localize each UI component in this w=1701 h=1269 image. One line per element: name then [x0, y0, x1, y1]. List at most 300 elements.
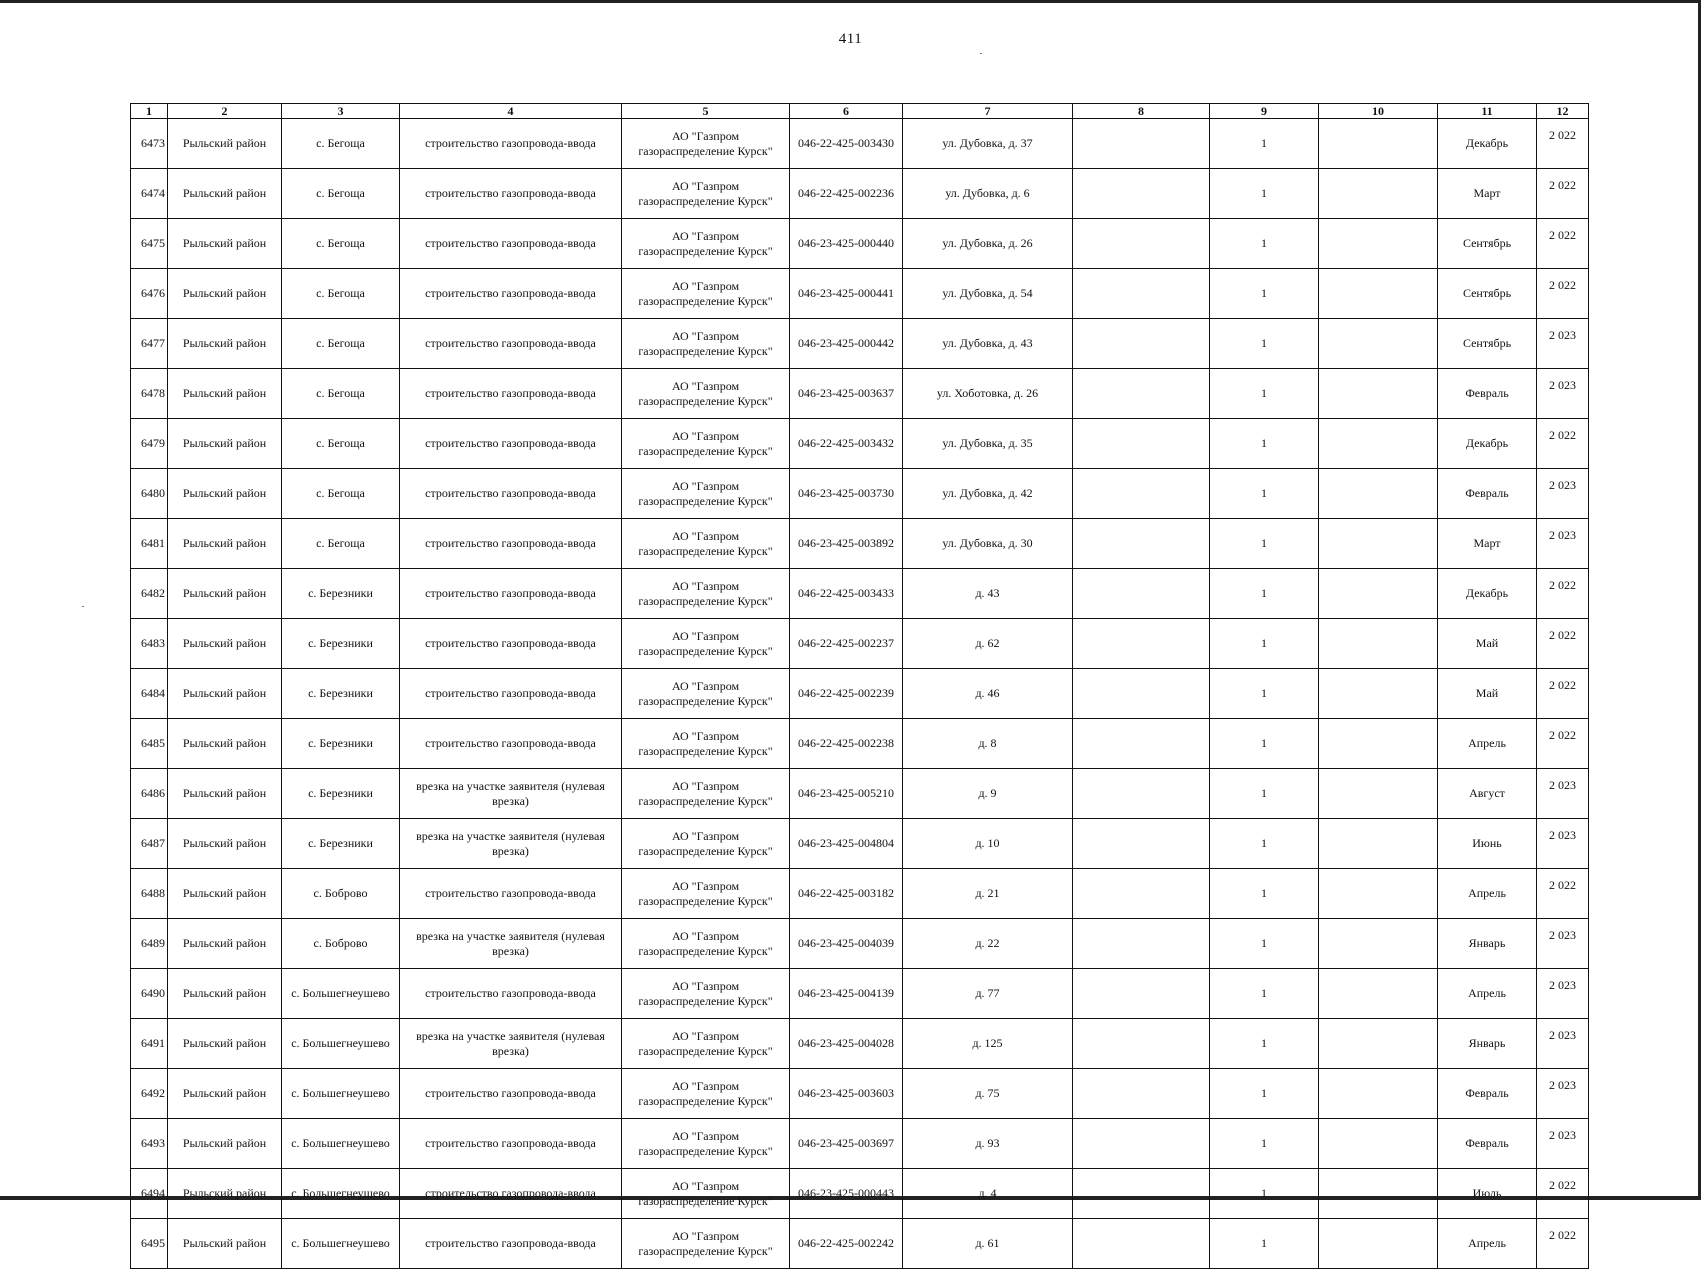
settlement-cell: с. Боброво [282, 919, 400, 969]
column-10-cell [1319, 219, 1438, 269]
row-number: 6491 [131, 1019, 168, 1069]
organization-cell [622, 419, 790, 469]
application-code-cell: 046-22-425-002242 [790, 1219, 903, 1269]
column-8-cell [1073, 669, 1210, 719]
district-cell: Рыльский район [168, 1069, 282, 1119]
organization-line-1: АО "Газпром [671, 1028, 740, 1043]
work-type-cell: строительство газопровода-ввода [400, 969, 622, 1019]
table-row [131, 869, 1589, 919]
district-cell: Рыльский район [168, 969, 282, 1019]
column-8-cell [1073, 1069, 1210, 1119]
column-10-cell [1319, 569, 1438, 619]
quantity-cell: 1 [1210, 219, 1319, 269]
organization-cell [622, 519, 790, 569]
quantity-cell: 1 [1210, 419, 1319, 469]
organization-cell [622, 269, 790, 319]
application-code-cell: 046-22-425-002237 [790, 619, 903, 669]
scan-border-top [0, 0, 1701, 3]
application-code-cell: 046-23-425-003892 [790, 519, 903, 569]
organization-line-2: газораспределение Курск" [638, 843, 773, 858]
table-row [131, 419, 1589, 469]
address-cell: ул. Дубовка, д. 42 [903, 469, 1073, 519]
organization-line-2: газораспределение Курск" [638, 443, 773, 458]
district-cell: Рыльский район [168, 719, 282, 769]
year-cell: 2 022 [1537, 219, 1589, 269]
settlement-cell: с. Бегоща [282, 519, 400, 569]
year-cell: 2 022 [1537, 419, 1589, 469]
application-code-cell: 046-23-425-004039 [790, 919, 903, 969]
address-cell: д. 93 [903, 1119, 1073, 1169]
table-row [131, 569, 1589, 619]
month-cell: Февраль [1438, 1119, 1537, 1169]
month-cell: Март [1438, 169, 1537, 219]
year-cell: 2 023 [1537, 919, 1589, 969]
settlement-cell: с. Бегоща [282, 419, 400, 469]
organization-line-2: газораспределение Курск" [638, 1243, 773, 1258]
district-cell: Рыльский район [168, 769, 282, 819]
month-cell: Апрель [1438, 969, 1537, 1019]
row-number: 6494 [131, 1169, 168, 1219]
organization-cell [622, 1119, 790, 1169]
organization-line-2: газораспределение Курск" [638, 543, 773, 558]
table-row [131, 219, 1589, 269]
year-cell: 2 023 [1537, 469, 1589, 519]
organization-line-2: газораспределение Курск" [638, 1043, 773, 1058]
table-row [131, 769, 1589, 819]
district-cell: Рыльский район [168, 869, 282, 919]
quantity-cell: 1 [1210, 1019, 1319, 1069]
organization-line-1: АО "Газпром [671, 878, 740, 893]
column-8-cell [1073, 519, 1210, 569]
organization-cell [622, 369, 790, 419]
settlement-cell: с. Бегоща [282, 469, 400, 519]
application-code-cell: 046-23-425-004804 [790, 819, 903, 869]
quantity-cell: 1 [1210, 619, 1319, 669]
month-cell: Февраль [1438, 369, 1537, 419]
year-cell: 2 022 [1537, 119, 1589, 169]
row-number: 6492 [131, 1069, 168, 1119]
quantity-cell: 1 [1210, 169, 1319, 219]
quantity-cell: 1 [1210, 1119, 1319, 1169]
month-cell: Сентябрь [1438, 269, 1537, 319]
work-type-cell: строительство газопровода-ввода [400, 119, 622, 169]
column-8-cell [1073, 1169, 1210, 1219]
settlement-cell: с. Большегнеушево [282, 1169, 400, 1219]
settlement-cell: с. Бегоща [282, 319, 400, 369]
district-cell: Рыльский район [168, 119, 282, 169]
month-cell: Май [1438, 619, 1537, 669]
organization-line-1: АО "Газпром [671, 928, 740, 943]
application-code-cell: 046-23-425-000441 [790, 269, 903, 319]
address-cell: ул. Дубовка, д. 26 [903, 219, 1073, 269]
organization-line-2: газораспределение Курск" [638, 143, 773, 158]
column-header-5: 5 [622, 104, 790, 119]
month-cell: Сентябрь [1438, 219, 1537, 269]
settlement-cell: с. Бегоща [282, 269, 400, 319]
quantity-cell: 1 [1210, 369, 1319, 419]
year-cell: 2 023 [1537, 769, 1589, 819]
column-10-cell [1319, 619, 1438, 669]
organization-line-1: АО "Газпром [671, 1178, 740, 1193]
year-cell: 2 022 [1537, 669, 1589, 719]
table-row [131, 619, 1589, 669]
year-cell: 2 023 [1537, 1019, 1589, 1069]
column-header-8: 8 [1073, 104, 1210, 119]
application-code-cell: 046-22-425-002238 [790, 719, 903, 769]
table-row [131, 1019, 1589, 1069]
application-code-cell: 046-23-425-004139 [790, 969, 903, 1019]
column-8-cell [1073, 569, 1210, 619]
organization-line-2: газораспределение Курск" [638, 243, 773, 258]
application-code-cell: 046-22-425-002239 [790, 669, 903, 719]
settlement-cell: с. Березники [282, 769, 400, 819]
application-code-cell: 046-23-425-000442 [790, 319, 903, 369]
column-header-9: 9 [1210, 104, 1319, 119]
settlement-cell: с. Бегоща [282, 119, 400, 169]
organization-line-2: газораспределение Курск" [638, 943, 773, 958]
month-cell: Январь [1438, 1019, 1537, 1069]
row-number: 6484 [131, 669, 168, 719]
quantity-cell: 1 [1210, 1169, 1319, 1219]
work-type-cell: строительство газопровода-ввода [400, 269, 622, 319]
settlement-cell: с. Большегнеушево [282, 969, 400, 1019]
address-cell: д. 9 [903, 769, 1073, 819]
column-10-cell [1319, 819, 1438, 869]
district-cell: Рыльский район [168, 419, 282, 469]
organization-line-2: газораспределение Курск" [638, 793, 773, 808]
column-8-cell [1073, 719, 1210, 769]
settlement-cell: с. Березники [282, 819, 400, 869]
year-cell: 2 023 [1537, 969, 1589, 1019]
work-type-cell: строительство газопровода-ввода [400, 519, 622, 569]
row-number: 6473 [131, 119, 168, 169]
quantity-cell: 1 [1210, 569, 1319, 619]
column-10-cell [1319, 169, 1438, 219]
organization-cell [622, 569, 790, 619]
work-type-cell: строительство газопровода-ввода [400, 1169, 622, 1219]
organization-cell [622, 1019, 790, 1069]
organization-cell [622, 769, 790, 819]
month-cell: Декабрь [1438, 119, 1537, 169]
organization-cell [622, 469, 790, 519]
month-cell: Август [1438, 769, 1537, 819]
application-code-cell: 046-23-425-003603 [790, 1069, 903, 1119]
column-8-cell [1073, 269, 1210, 319]
organization-cell [622, 669, 790, 719]
quantity-cell: 1 [1210, 719, 1319, 769]
month-cell: Апрель [1438, 1219, 1537, 1269]
column-header-4: 4 [400, 104, 622, 119]
year-cell: 2 022 [1537, 169, 1589, 219]
row-number: 6487 [131, 819, 168, 869]
work-type-cell: врезка на участке заявителя (нулевая врезка) [400, 1019, 622, 1069]
register-table [130, 103, 1589, 1269]
application-code-cell: 046-23-425-000443 [790, 1169, 903, 1219]
table-row [131, 969, 1589, 1019]
column-8-cell [1073, 819, 1210, 869]
column-10-cell [1319, 419, 1438, 469]
year-cell: 2 022 [1537, 569, 1589, 619]
quantity-cell: 1 [1210, 969, 1319, 1019]
row-number: 6480 [131, 469, 168, 519]
settlement-cell: с. Бегоща [282, 369, 400, 419]
organization-cell [622, 1219, 790, 1269]
settlement-cell: с. Большегнеушево [282, 1019, 400, 1069]
organization-cell [622, 319, 790, 369]
address-cell: ул. Дубовка, д. 43 [903, 319, 1073, 369]
year-cell: 2 023 [1537, 369, 1589, 419]
table-row [131, 1119, 1589, 1169]
column-10-cell [1319, 1169, 1438, 1219]
column-8-cell [1073, 469, 1210, 519]
work-type-cell: врезка на участке заявителя (нулевая врезка) [400, 819, 622, 869]
column-8-cell [1073, 119, 1210, 169]
column-8-cell [1073, 169, 1210, 219]
header-row [131, 104, 1589, 119]
district-cell: Рыльский район [168, 469, 282, 519]
address-cell: ул. Дубовка, д. 54 [903, 269, 1073, 319]
work-type-cell: строительство газопровода-ввода [400, 1069, 622, 1119]
column-10-cell [1319, 369, 1438, 419]
table-row [131, 169, 1589, 219]
year-cell: 2 023 [1537, 819, 1589, 869]
row-number: 6481 [131, 519, 168, 569]
organization-line-2: газораспределение Курск" [638, 193, 773, 208]
quantity-cell: 1 [1210, 469, 1319, 519]
table-body [131, 119, 1589, 1269]
organization-line-1: АО "Газпром [671, 228, 740, 243]
row-number: 6486 [131, 769, 168, 819]
year-cell: 2 023 [1537, 1119, 1589, 1169]
organization-line-1: АО "Газпром [671, 678, 740, 693]
column-10-cell [1319, 119, 1438, 169]
column-10-cell [1319, 319, 1438, 369]
column-8-cell [1073, 1219, 1210, 1269]
column-10-cell [1319, 1069, 1438, 1119]
organization-cell [622, 969, 790, 1019]
work-type-cell: строительство газопровода-ввода [400, 869, 622, 919]
address-cell: д. 4 [903, 1169, 1073, 1219]
row-number: 6485 [131, 719, 168, 769]
column-10-cell [1319, 969, 1438, 1019]
column-8-cell [1073, 1119, 1210, 1169]
column-header-6: 6 [790, 104, 903, 119]
month-cell: Декабрь [1438, 569, 1537, 619]
quantity-cell: 1 [1210, 269, 1319, 319]
column-8-cell [1073, 969, 1210, 1019]
row-number: 6482 [131, 569, 168, 619]
row-number: 6477 [131, 319, 168, 369]
organization-cell [622, 719, 790, 769]
column-10-cell [1319, 719, 1438, 769]
month-cell: Февраль [1438, 469, 1537, 519]
quantity-cell: 1 [1210, 319, 1319, 369]
table-row [131, 269, 1589, 319]
district-cell: Рыльский район [168, 269, 282, 319]
settlement-cell: с. Большегнеушево [282, 1069, 400, 1119]
work-type-cell: строительство газопровода-ввода [400, 1119, 622, 1169]
column-header-7: 7 [903, 104, 1073, 119]
work-type-cell: строительство газопровода-ввода [400, 319, 622, 369]
organization-line-1: АО "Газпром [671, 728, 740, 743]
column-8-cell [1073, 919, 1210, 969]
address-cell: ул. Хоботовка, д. 26 [903, 369, 1073, 419]
month-cell: Апрель [1438, 719, 1537, 769]
work-type-cell: строительство газопровода-ввода [400, 469, 622, 519]
address-cell: д. 125 [903, 1019, 1073, 1069]
district-cell: Рыльский район [168, 1219, 282, 1269]
settlement-cell: с. Большегнеушево [282, 1119, 400, 1169]
address-cell: д. 43 [903, 569, 1073, 619]
year-cell: 2 022 [1537, 869, 1589, 919]
row-number: 6493 [131, 1119, 168, 1169]
district-cell: Рыльский район [168, 1119, 282, 1169]
scan-speck [82, 606, 84, 607]
quantity-cell: 1 [1210, 1219, 1319, 1269]
district-cell: Рыльский район [168, 819, 282, 869]
year-cell: 2 022 [1537, 1169, 1589, 1219]
organization-cell [622, 219, 790, 269]
column-8-cell [1073, 219, 1210, 269]
column-10-cell [1319, 269, 1438, 319]
settlement-cell: с. Бегоща [282, 169, 400, 219]
row-number: 6495 [131, 1219, 168, 1269]
month-cell: Июнь [1438, 819, 1537, 869]
year-cell: 2 022 [1537, 1219, 1589, 1269]
column-10-cell [1319, 919, 1438, 969]
organization-cell [622, 919, 790, 969]
settlement-cell: с. Бегоща [282, 219, 400, 269]
district-cell: Рыльский район [168, 619, 282, 669]
table-row [131, 1069, 1589, 1119]
column-10-cell [1319, 1019, 1438, 1069]
table-row [131, 519, 1589, 569]
address-cell: ул. Дубовка, д. 37 [903, 119, 1073, 169]
column-8-cell [1073, 619, 1210, 669]
row-number: 6476 [131, 269, 168, 319]
application-code-cell: 046-23-425-000440 [790, 219, 903, 269]
application-code-cell: 046-22-425-002236 [790, 169, 903, 219]
address-cell: д. 22 [903, 919, 1073, 969]
row-number: 6488 [131, 869, 168, 919]
organization-line-1: АО "Газпром [671, 578, 740, 593]
column-10-cell [1319, 669, 1438, 719]
month-cell: Март [1438, 519, 1537, 569]
table-row [131, 819, 1589, 869]
row-number: 6478 [131, 369, 168, 419]
organization-line-1: АО "Газпром [671, 278, 740, 293]
organization-line-2: газораспределение Курск" [638, 343, 773, 358]
organization-cell [622, 1169, 790, 1219]
month-cell: Январь [1438, 919, 1537, 969]
organization-line-2: газораспределение Курск" [638, 1143, 773, 1158]
address-cell: д. 21 [903, 869, 1073, 919]
address-cell: д. 10 [903, 819, 1073, 869]
address-cell: ул. Дубовка, д. 35 [903, 419, 1073, 469]
row-number: 6490 [131, 969, 168, 1019]
organization-line-2: газораспределение Курск" [638, 1093, 773, 1108]
district-cell: Рыльский район [168, 219, 282, 269]
organization-line-2: газораспределение Курск" [638, 293, 773, 308]
settlement-cell: с. Боброво [282, 869, 400, 919]
organization-line-2: газораспределение Курск" [638, 593, 773, 608]
column-10-cell [1319, 1119, 1438, 1169]
district-cell: Рыльский район [168, 569, 282, 619]
table-row [131, 919, 1589, 969]
organization-line-1: АО "Газпром [671, 328, 740, 343]
district-cell: Рыльский район [168, 669, 282, 719]
table-row [131, 119, 1589, 169]
row-number: 6489 [131, 919, 168, 969]
organization-line-1: АО "Газпром [671, 128, 740, 143]
table-row [131, 719, 1589, 769]
quantity-cell: 1 [1210, 869, 1319, 919]
table-row [131, 469, 1589, 519]
month-cell: Сентябрь [1438, 319, 1537, 369]
organization-line-1: АО "Газпром [671, 428, 740, 443]
page-number: 411 [838, 31, 863, 47]
organization-line-1: АО "Газпром [671, 978, 740, 993]
month-cell: Декабрь [1438, 419, 1537, 469]
district-cell: Рыльский район [168, 1019, 282, 1069]
column-10-cell [1319, 469, 1438, 519]
address-cell: д. 77 [903, 969, 1073, 1019]
column-10-cell [1319, 519, 1438, 569]
month-cell: Май [1438, 669, 1537, 719]
organization-line-1: АО "Газпром [671, 378, 740, 393]
work-type-cell: строительство газопровода-ввода [400, 619, 622, 669]
application-code-cell: 046-23-425-003697 [790, 1119, 903, 1169]
work-type-cell: строительство газопровода-ввода [400, 369, 622, 419]
column-8-cell [1073, 769, 1210, 819]
quantity-cell: 1 [1210, 119, 1319, 169]
column-header-3: 3 [282, 104, 400, 119]
organization-line-1: АО "Газпром [671, 1228, 740, 1243]
organization-line-2: газораспределение Курск" [638, 693, 773, 708]
column-header-10: 10 [1319, 104, 1438, 119]
column-header-2: 2 [168, 104, 282, 119]
month-cell: Февраль [1438, 1069, 1537, 1119]
work-type-cell: врезка на участке заявителя (нулевая врезка) [400, 919, 622, 969]
address-cell: д. 62 [903, 619, 1073, 669]
work-type-cell: строительство газопровода-ввода [400, 669, 622, 719]
column-8-cell [1073, 369, 1210, 419]
address-cell: д. 75 [903, 1069, 1073, 1119]
district-cell: Рыльский район [168, 1169, 282, 1219]
column-8-cell [1073, 419, 1210, 469]
work-type-cell: строительство газопровода-ввода [400, 219, 622, 269]
work-type-cell: строительство газопровода-ввода [400, 719, 622, 769]
quantity-cell: 1 [1210, 919, 1319, 969]
organization-line-2: газораспределение Курск" [638, 893, 773, 908]
year-cell: 2 023 [1537, 519, 1589, 569]
row-number: 6483 [131, 619, 168, 669]
settlement-cell: с. Березники [282, 719, 400, 769]
quantity-cell: 1 [1210, 1069, 1319, 1119]
column-8-cell [1073, 869, 1210, 919]
quantity-cell: 1 [1210, 519, 1319, 569]
district-cell: Рыльский район [168, 369, 282, 419]
work-type-cell: строительство газопровода-ввода [400, 1219, 622, 1269]
column-8-cell [1073, 1019, 1210, 1069]
organization-cell [622, 169, 790, 219]
month-cell: Июль [1438, 1169, 1537, 1219]
application-code-cell: 046-23-425-003637 [790, 369, 903, 419]
application-code-cell: 046-22-425-003182 [790, 869, 903, 919]
district-cell: Рыльский район [168, 519, 282, 569]
organization-line-2: газораспределение Курск" [638, 993, 773, 1008]
organization-line-2: газораспределение Курск" [638, 393, 773, 408]
